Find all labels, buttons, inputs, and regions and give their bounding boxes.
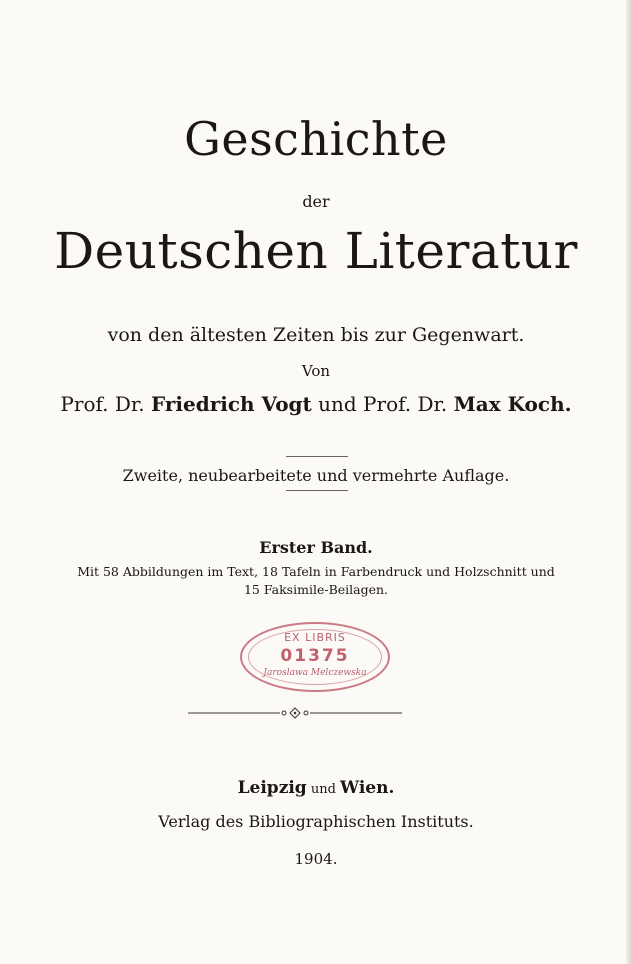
edition: Zweite, neubearbeitete und vermehrte Auflage.	[122, 466, 510, 485]
by-line: Von	[301, 362, 331, 380]
title-line-1: Geschichte	[184, 112, 448, 166]
author-1-prefix: Prof. Dr.	[60, 392, 151, 416]
stamp-number: 01375	[280, 646, 350, 666]
author-1-name: Friedrich Vogt	[151, 392, 312, 416]
author-2-name: Max Koch.	[453, 392, 572, 416]
author-2-prefix: Prof. Dr.	[363, 392, 454, 416]
ornament-rule	[188, 706, 402, 720]
publication-year: 1904.	[294, 850, 338, 868]
illustrations-line-1: Mit 58 Abbildungen im Text, 18 Tafeln in Farbendruck und Holzschnitt und	[77, 564, 555, 579]
stamp-top-text: EX LIBRIS	[284, 631, 346, 644]
divider-bottom	[286, 490, 348, 491]
illustrations-line-2: 15 Faksimile-Beilagen.	[243, 582, 389, 597]
imprint-city-1: Leipzig	[237, 778, 307, 798]
imprint-und: und	[306, 782, 341, 797]
stamp-owner: Jaroslawa Melczewska	[263, 668, 367, 678]
authors-joiner: und	[311, 392, 364, 416]
divider-top	[286, 456, 348, 457]
title-connector: der	[302, 192, 330, 211]
volume-label: Erster Band.	[259, 538, 373, 557]
page-edge	[626, 0, 632, 964]
publisher: Verlag des Bibliographischen Instituts.	[158, 812, 474, 831]
subtitle: von den ältesten Zeiten bis zur Gegenwart.	[107, 324, 525, 346]
imprint-city-2: Wien.	[340, 778, 395, 798]
title-line-2: Deutschen Literatur	[54, 222, 578, 280]
imprint-place	[0, 778, 632, 798]
authors	[0, 392, 632, 416]
ex-libris-stamp	[240, 622, 390, 692]
